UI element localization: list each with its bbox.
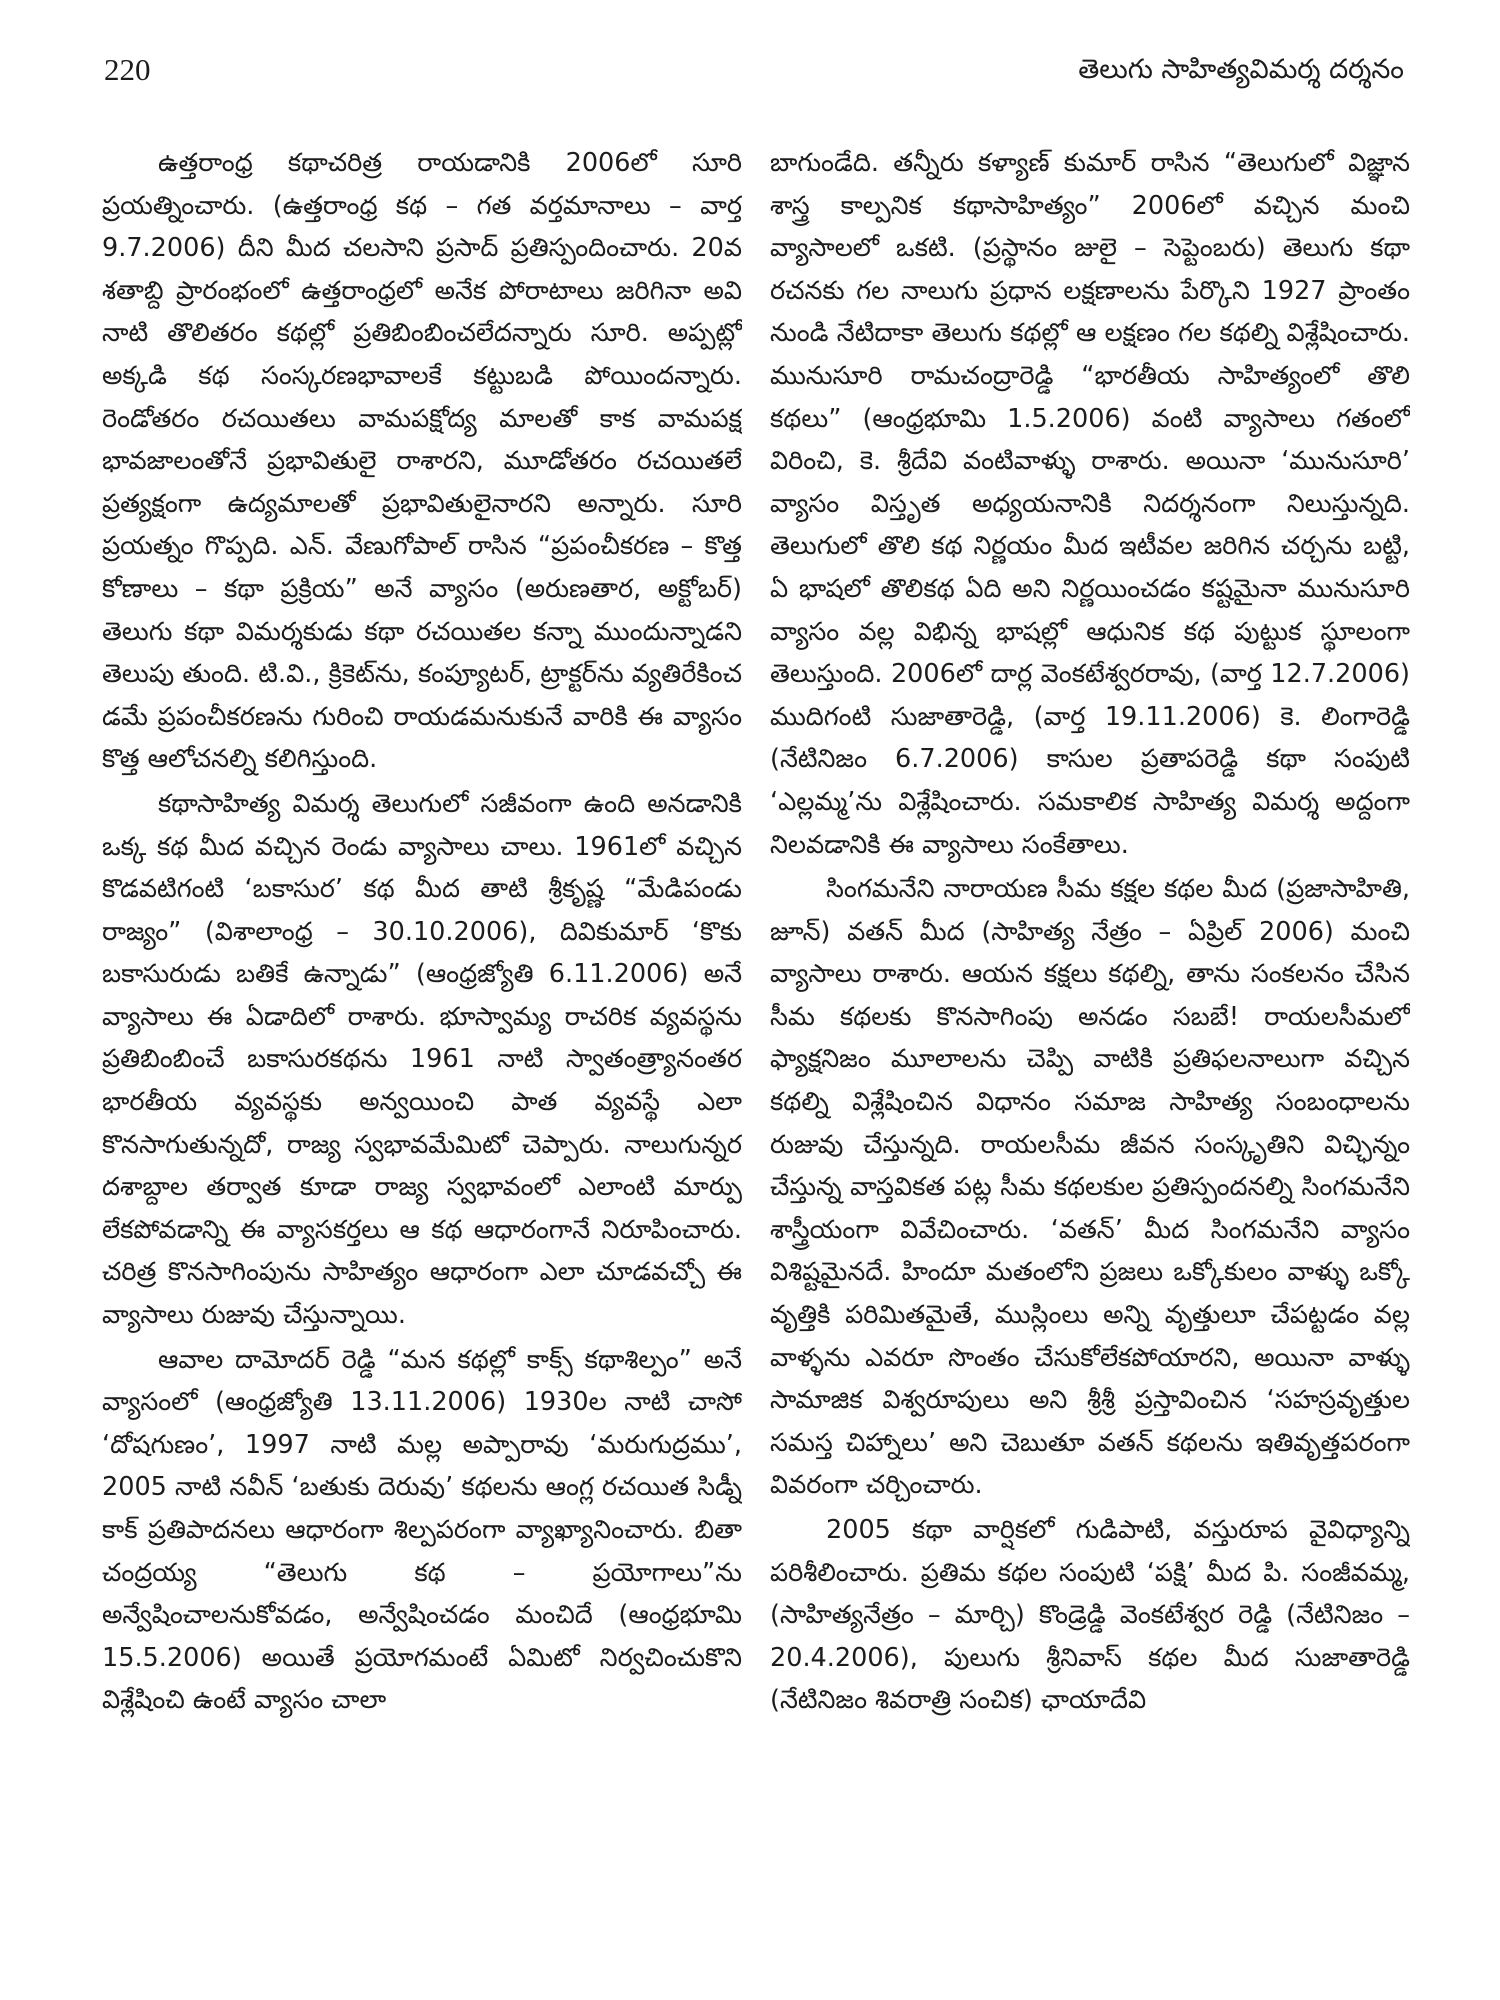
paragraph: ఆవాల దామోదర్ రెడ్డి “మన కథల్లో కాక్స్ కథాశిల్పం” అనే వ్యాసంలో (ఆంధ్రజ్యోతి 13.11.2006) 1930ల నాటి చాసో ‘దోషగుణం’, 1997 నాటి మల్ల అప్పారావు ‘మరుగుద్రము’, 2005 నాటి నవీన్ ‘బతుకు దెరువు’ కథలను ఆంగ్ల రచయిత సిడ్నీ కాక్ ప్రతిపాదనలు ఆధారంగా శిల్పపరంగా వ్యాఖ్యానించారు. బితా చంద్రయ్య “తెలుగు కథ – ప్రయోగాలు”ను అన్వేషించాలనుకోవడం, అన్వేషించడం మంచిదే (ఆంధ్రభూమి 15.5.2006) అయితే ప్రయోగమంటే ఏమిటో నిర్వచించుకొని విశ్లేషించి ఉంటే వ్యాసం చాలా bbox=[102, 1344, 742, 1716]
paragraph: సింగమనేని నారాయణ సీమ కక్షల కథల మీద (ప్రజాసాహితి, జూన్) వతన్ మీద (సాహిత్య నేత్రం – ఏప్రిల్ 2006) మంచి వ్యాసాలు రాశారు. ఆయన కక్షలు కథల్ని, తాను సంకలనం చేసిన సీమ కథలకు కొనసాగింపు అనడం సబబే! రాయలసీమలో ఫ్యాక్షనిజం మూలాలను చెప్పి వాటికి ప్రతిఫలనాలుగా వచ్చిన కథల్ని విశ్లేషించిన విధానం సమాజ సాహిత్య సంబంధాలను రుజువు చేస్తున్నది. రాయలసీమ జీవన సంస్కృతిని విచ్ఛిన్నం చేస్తున్న వాస్తవికత పట్ల సీమ కథలకుల ప్రతిస్పందనల్ని సింగమనేని శాస్త్రీయంగా వివేచించారు. ‘వతన్’ మీద సింగమనేని వ్యాసం విశిష్టమైనదే. హిందూ మతంలోని ప్రజలు ఒక్కోకులం వాళ్ళు ఒక్కో వృత్తికి పరిమితమైతే, ముస్లింలు అన్ని వృత్తులూ చేపట్టడం వల్ల వాళ్ళను ఎవరూ సొంతం చేసుకోలేకపోయారని, అయినా వాళ్ళు సామాజిక విశ్వరూపులు అని శ్రీశ్రీ ప్రస్తావించిన ‘సహస్రవృత్తుల సమస్త చిహ్నాలు’ అని చెబుతూ వతన్ కథలను ఇతివృత్తపరంగా వివరంగా చర్చించారు. bbox=[770, 874, 1410, 1501]
paragraph: 2005 కథా వార్షికలో గుడిపాటి, వస్తురూప వైవిధ్యాన్ని పరిశీలించారు. ప్రతిమ కథల సంపుటి ‘పక్షి’ మీద పి. సంజీవమ్మ, (సాహిత్యనేత్రం – మార్చి) కొండ్రెడ్డి వెంకటేశ్వర రెడ్డి (నేటినిజం – 20.4.2006), పులుగు శ్రీనివాస్ కథల మీద సుజాతారెడ్డి (నేటినిజం శివరాత్రి సంచిక) ఛాయాదేవి bbox=[770, 1515, 1410, 1716]
paragraph: కథాసాహిత్య విమర్శ తెలుగులో సజీవంగా ఉంది అనడానికి ఒక్క కథ మీద వచ్చిన రెండు వ్యాసాలు చాలు. 1961లో వచ్చిన కొడవటిగంటి ‘బకాసుర’ కథ మీద తాటి శ్రీకృష్ణ “మేడిపండు రాజ్యం” (విశాలాంధ్ర – 30.10.2006), దివికుమార్ ‘కొకు బకాసురుడు బతికే ఉన్నాడు” (ఆంధ్రజ్యోతి 6.11.2006) అనే వ్యాసాలు ఈ ఏడాదిలో రాశారు. భూస్వామ్య రాచరిక వ్యవస్థను ప్రతిబింబించే బకాసురకథను 1961 నాటి స్వాతంత్ర్యానంతర భారతీయ వ్యవస్థకు అన్వయించి పాత వ్యవస్థే ఎలా కొనసాగుతున్నదో, రాజ్య స్వభావమేమిటో చెప్పారు. నాలుగున్నర దశాబ్దాల తర్వాత కూడా రాజ్య స్వభావంలో ఎలాంటి మార్పు లేకపోవడాన్ని ఈ వ్యాసకర్తలు ఆ కథ ఆధారంగానే నిరూపించారు. చరిత్ర కొనసాగింపును సాహిత్యం ఆధారంగా ఎలా చూడవచ్చో ఈ వ్యాసాలు రుజువు చేస్తున్నాయి. bbox=[102, 788, 742, 1331]
running-title: తెలుగు సాహిత్యవిమర్శ దర్శనం bbox=[1078, 54, 1404, 85]
paragraph: బాగుండేది. తన్నీరు కళ్యాణ్ కుమార్ రాసిన “తెలుగులో విజ్ఞాన శాస్త్ర కాల్పనిక కథాసాహిత్యం” 2006లో వచ్చిన మంచి వ్యాసాలలో ఒకటి. (ప్రస్థానం జులై – సెప్టెంబరు) తెలుగు కథా రచనకు గల నాలుగు ప్రధాన లక్షణాలను పేర్కొని 1927 ప్రాంతం నుండి నేటిదాకా తెలుగు కథల్లో ఆ లక్షణం గల కథల్ని విశ్లేషించారు. మునుసూరి రామచంద్రారెడ్డి “భారతీయ సాహిత్యంలో తొలి కథలు” (ఆంధ్రభూమి 1.5.2006) వంటి వ్యాసాలు గతంలో విరించి, కె. శ్రీదేవి వంటివాళ్ళు రాశారు. అయినా ‘మునుసూరి’ వ్యాసం విస్తృత అధ్యయనానికి నిదర్శనంగా నిలుస్తున్నది. తెలుగులో తొలి కథ నిర్ణయం మీద ఇటీవల జరిగిన చర్చను బట్టి, ఏ భాషలో తొలికథ ఏది అని నిర్ణయించడం కష్టమైనా మునుసూరి వ్యాసం వల్ల విభిన్న భాషల్లో ఆధునిక కథ పుట్టుక స్థూలంగా తెలుస్తుంది. 2006లో దార్ల వెంకటేశ్వరరావు, (వార్త 12.7.2006) ముదిగంటి సుజాతారెడ్డి, (వార్త 19.11.2006) కె. లింగారెడ్డి (నేటినిజం 6.7.2006) కాసుల ప్రతాపరెడ్డి కథా సంపుటి ‘ఎల్లమ్మ’ను విశ్లేషించారు. సమకాలిక సాహిత్య విమర్శ అద్దంగా నిలవడానికి ఈ వ్యాసాలు సంకేతాలు. bbox=[770, 148, 1410, 860]
paragraph: ఉత్తరాంధ్ర కథాచరిత్ర రాయడానికి 2006లో సూరి ప్రయత్నించారు. (ఉత్తరాంధ్ర కథ – గత వర్తమానాలు – వార్త 9.7.2006) దీని మీద చలసాని ప్రసాద్ ప్రతిస్పందించారు. 20వ శతాబ్ది ప్రారంభంలో ఉత్తరాంధ్రలో అనేక పోరాటాలు జరిగినా అవి నాటి తొలితరం కథల్లో ప్రతిబింబించలేదన్నారు సూరి. అప్పట్లో అక్కడి కథ సంస్కరణభావాలకే కట్టుబడి పోయిందన్నారు. రెండోతరం రచయితలు వామపక్షోద్య మాలతో కాక వామపక్ష భావజాలంతోనే ప్రభావితులై రాశారని, మూడోతరం రచయితలే ప్రత్యక్షంగా ఉద్యమాలతో ప్రభావితులైనారని అన్నారు. సూరి ప్రయత్నం గొప్పది. ఎన్. వేణుగోపాల్ రాసిన “ప్రపంచీకరణ – కొత్త కోణాలు – కథా ప్రక్రియ” అనే వ్యాసం (అరుణతార, అక్టోబర్) తెలుగు కథా విమర్శకుడు కథా రచయితల కన్నా ముందున్నాడని తెలుపు తుంది. టి.వి., క్రికెట్‌ను, కంప్యూటర్, ట్రాక్టర్‌ను వ్యతిరేకించ డమే ప్రపంచీకరణను గురించి రాయడమనుకునే వారికి ఈ వ్యాసం కొత్త ఆలోచనల్ని కలిగిస్తుంది. bbox=[102, 148, 742, 775]
left-column bbox=[102, 142, 742, 1962]
right-column bbox=[770, 142, 1410, 1962]
page-number: 220 bbox=[104, 52, 151, 87]
page-header bbox=[96, 52, 1404, 102]
